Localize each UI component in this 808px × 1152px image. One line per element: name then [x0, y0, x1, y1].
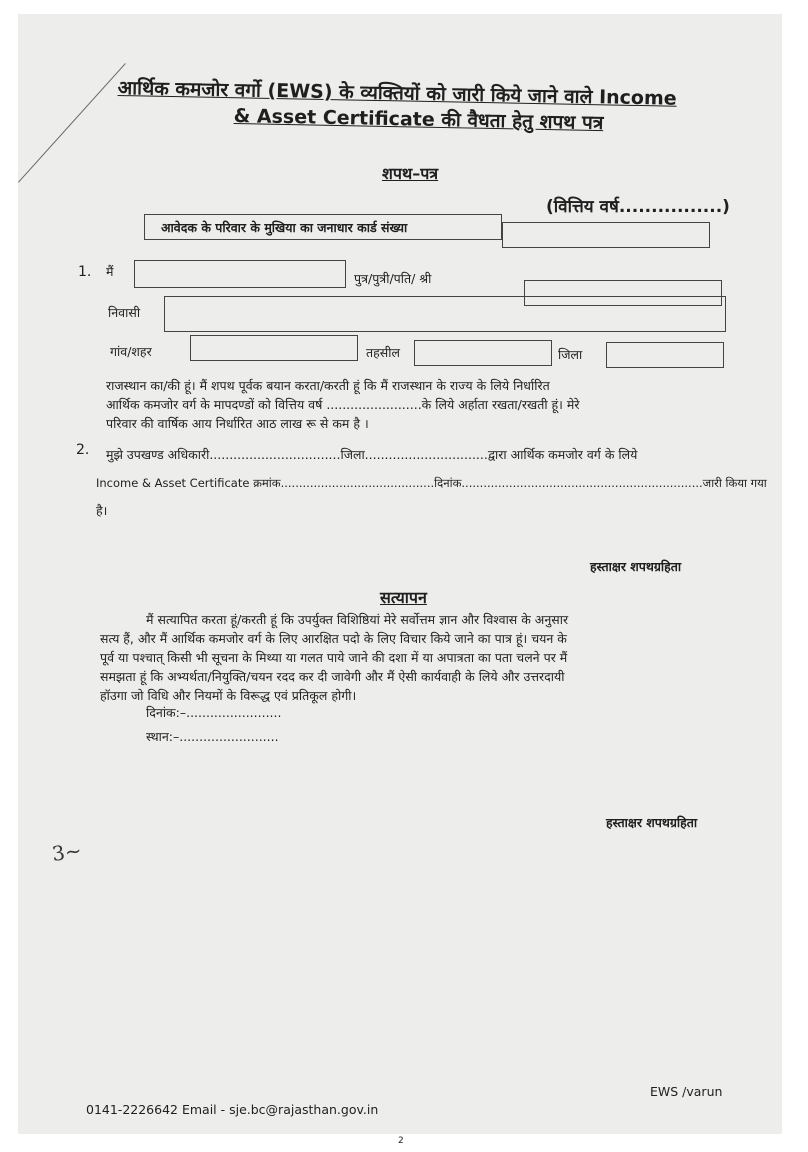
- verification-line-1: मैं सत्यापित करता हूं/करती हूं कि उपर्युक्त विशिष्ठियां मेरे सर्वोत्तम ज्ञान और विश्वास के अनुसार: [146, 612, 569, 627]
- residence-label: निवासी: [108, 305, 141, 320]
- main-label: मैं: [106, 264, 114, 279]
- verification-line-3: पूर्व या पश्चात् किसी भी सूचना के मिथ्या या गलत पाये जाने की दशा में या अपात्रता का पता चलने पर मैं: [100, 650, 568, 665]
- scanned-sheet: [18, 14, 782, 1134]
- verification-heading: सत्यापन: [380, 588, 427, 607]
- declaration-paragraph: [106, 376, 756, 433]
- section2-number: 2.: [76, 442, 90, 458]
- village-label: गांव/शहर: [110, 344, 152, 359]
- date-label: दिनांक:–........................: [146, 705, 282, 720]
- footer-contact: 0141-2226642 Email - sje.bc@rajasthan.gov.in: [86, 1102, 379, 1117]
- affidavit-heading: शपथ–पत्र: [382, 164, 439, 183]
- footer-code: EWS /varun: [650, 1084, 723, 1099]
- section2-line-3: है।: [96, 503, 108, 518]
- district-label: जिला: [558, 347, 583, 362]
- applicant-name-field[interactable]: [134, 260, 346, 288]
- janaadhar-label: आवेदक के परिवार के मुखिया का जनाधार कार्ड संख्या: [161, 220, 408, 235]
- section1-number: 1.: [78, 264, 92, 280]
- village-field[interactable]: [190, 335, 358, 361]
- signature-label-2: हस्ताक्षर शपथग्रहिता: [606, 815, 698, 830]
- declaration-line-1: राजस्थान का/की हूं। मैं शपथ पूर्वक बयान करता/करती हूं कि मैं राजस्थान के राज्य के लिये निर्धारित: [106, 378, 550, 393]
- title-line-2: & Asset Certificate की वैधता हेतु शपथ पत्र: [233, 104, 604, 135]
- residence-field[interactable]: [164, 296, 726, 332]
- page-number: 2: [398, 1136, 404, 1146]
- declaration-line-2: आर्थिक कमजोर वर्ग के मापदण्डों को वित्तिय वर्ष ........................के लिये अर्हाता रखता/रखती हूं। मेरे: [106, 397, 580, 412]
- declaration-line-3: परिवार की वार्षिक आय निर्धारित आठ लाख रू से कम है ।: [106, 416, 369, 431]
- place-label: स्थान:–.........................: [146, 729, 279, 744]
- janaadhar-number-field[interactable]: [502, 222, 710, 248]
- verification-line-5: हॉउगा जो विधि और नियमों के विरूद्ध एवं प्रतिकूल होगी।: [100, 688, 357, 703]
- section2-line-1: मुझे उपखण्ड अधिकारी.................................जिला...............................द्वारा आर्थिक कमजोर वर्ग के लिये: [106, 447, 638, 462]
- district-field[interactable]: [606, 342, 724, 368]
- relation-label: पुत्र/पुत्री/पति/ श्री: [354, 271, 432, 286]
- handwritten-mark: 3~: [50, 838, 84, 866]
- verification-line-2: सत्य हैं, और मैं आर्थिक कमजोर वर्ग के लिए आरक्षित पदो के लिए विचार किये जाने का पात्र हूं। चयन के: [100, 631, 567, 646]
- section2-line-2: Income & Asset Certificate क्रमांक..........................................दिनांक..................................................................जारी किया गया: [96, 476, 767, 490]
- verification-paragraph: [100, 610, 760, 705]
- financial-year: (वित्तिय वर्ष................): [546, 197, 730, 217]
- pen-stroke: [18, 63, 126, 183]
- title-line-1: आर्थिक कमजोर वर्गो (EWS) के व्यक्तियों को जारी किये जाने वाले Income: [117, 76, 677, 110]
- tehsil-field[interactable]: [414, 340, 552, 366]
- signature-label-1: हस्ताक्षर शपथग्रहिता: [590, 559, 682, 574]
- tehsil-label: तहसील: [366, 345, 400, 360]
- janaadhar-label-box: [144, 214, 502, 240]
- verification-line-4: समझता हूं कि अभ्यर्थता/नियुक्ति/चयन रदद कर दी जावेगी और मैं ऐसी कार्यवाही के लिये और उत्तरदायी: [100, 669, 565, 684]
